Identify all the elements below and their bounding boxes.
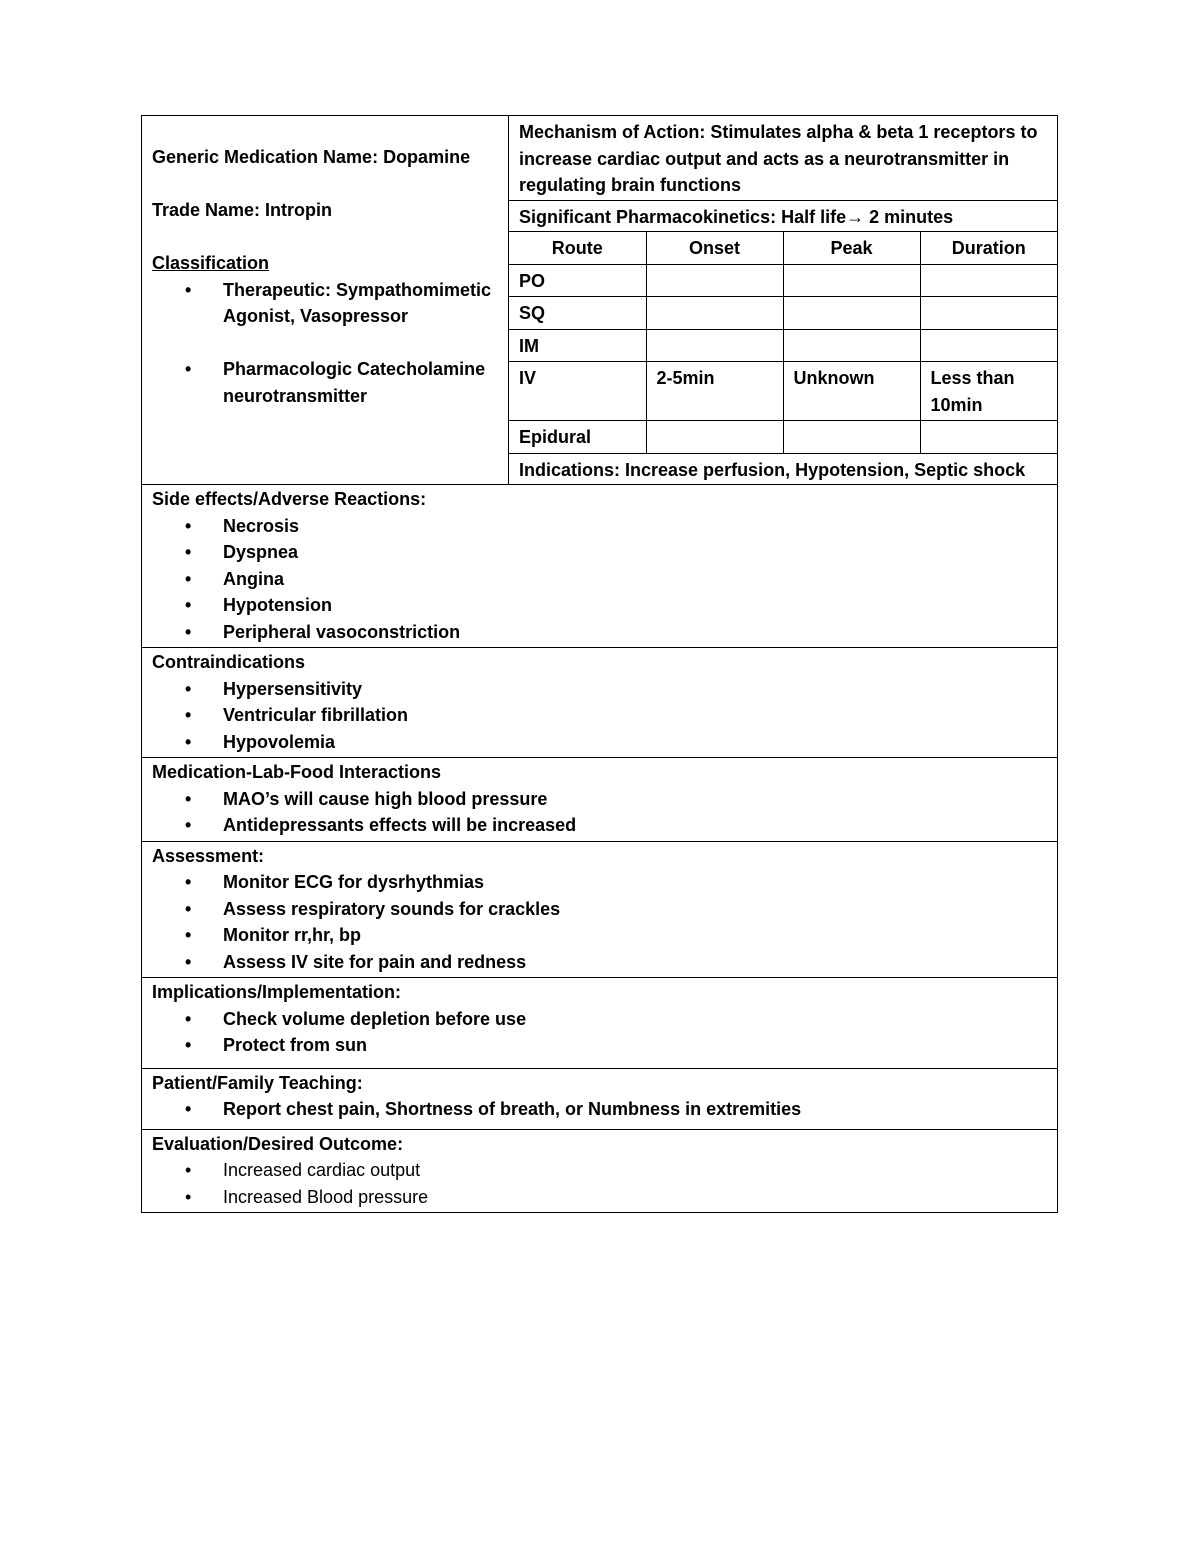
assessment-section — [142, 842, 1057, 979]
peak-cell: Unknown — [783, 362, 920, 421]
duration-cell — [920, 421, 1057, 454]
implementation-section — [142, 978, 1057, 1069]
list-item: • Hypersensitivity — [152, 676, 1047, 703]
classification-therapeutic: • Therapeutic: Sympathomimetic Agonist, Vasopressor — [152, 277, 498, 330]
onset-cell: 2-5min — [646, 362, 783, 421]
card-header-row — [142, 116, 1057, 485]
list-item: • Ventricular fibrillation — [152, 702, 1047, 729]
header-route: Route — [509, 232, 646, 264]
evaluation-section — [142, 1130, 1057, 1213]
list-item: • Hypotension — [152, 592, 1047, 619]
list-item: • Report chest pain, Shortness of breath, or Numbness in extremities — [152, 1096, 1047, 1123]
section-heading: Side effects/Adverse Reactions: — [152, 489, 427, 509]
route-cell: PO — [509, 264, 646, 297]
header-peak: Peak — [783, 232, 920, 264]
peak-cell — [783, 421, 920, 454]
onset-cell — [646, 421, 783, 454]
onset-cell — [646, 297, 783, 330]
pharmacokinetics: Significant Pharmacokinetics: Half life→ 2 minutes — [509, 201, 1057, 233]
onset-cell — [646, 264, 783, 297]
duration-cell — [920, 297, 1057, 330]
route-cell: SQ — [509, 297, 646, 330]
section-heading: Implications/Implementation: — [152, 982, 402, 1002]
section-heading: Evaluation/Desired Outcome: — [152, 1133, 404, 1154]
route-cell: Epidural — [509, 421, 646, 454]
section-heading: Medication-Lab-Food Interactions — [152, 762, 442, 782]
section-heading: Patient/Family Teaching: — [152, 1072, 363, 1093]
table-row — [509, 421, 1057, 454]
list-item: • Angina — [152, 566, 1047, 593]
list-item: • Hypovolemia — [152, 729, 1047, 756]
classification-heading: Classification — [152, 253, 270, 273]
list-item: • Assess respiratory sounds for crackles — [152, 896, 1047, 923]
header-onset: Onset — [646, 232, 783, 264]
section-heading: Contraindications — [152, 652, 306, 672]
teaching-section — [142, 1069, 1057, 1130]
list-item: • Monitor ECG for dysrhythmias — [152, 869, 1047, 896]
mechanism-of-action: Mechanism of Action: Stimulates alpha & beta 1 receptors to increase cardiac output and acts as a neurotransmitter in regulating brain functions — [509, 116, 1057, 201]
list-item: • Increased cardiac output — [152, 1157, 1047, 1184]
list-item: • Check volume depletion before use — [152, 1006, 1047, 1033]
duration-cell — [920, 264, 1057, 297]
interactions-section — [142, 758, 1057, 842]
route-cell: IM — [509, 329, 646, 362]
contraindications-section — [142, 648, 1057, 758]
list-item: • Antidepressants effects will be increased — [152, 812, 1047, 839]
classification-pharmacologic: • Pharmacologic Catecholamine neurotransmitter — [152, 356, 498, 409]
medication-card — [141, 115, 1058, 1213]
route-table-header — [509, 232, 1057, 264]
classification-list — [152, 277, 498, 330]
table-row — [509, 362, 1057, 421]
trade-name: Trade Name: Intropin — [152, 200, 333, 220]
list-item: • Increased Blood pressure — [152, 1184, 1047, 1211]
indications: Indications: Increase perfusion, Hypotension, Septic shock — [519, 459, 1026, 480]
side-effects-section — [142, 485, 1057, 648]
peak-cell — [783, 297, 920, 330]
peak-cell — [783, 264, 920, 297]
list-item: • Monitor rr,hr, bp — [152, 922, 1047, 949]
onset-cell — [646, 329, 783, 362]
table-row — [509, 329, 1057, 362]
route-table — [509, 232, 1057, 454]
drug-identity-cell — [142, 116, 509, 484]
list-item: • MAO’s will cause high blood pressure — [152, 786, 1047, 813]
generic-name: Generic Medication Name: Dopamine — [152, 147, 471, 167]
list-item: • Protect from sun — [152, 1032, 1047, 1059]
list-item: • Necrosis — [152, 513, 1047, 540]
table-row — [509, 297, 1057, 330]
list-item: • Dyspnea — [152, 539, 1047, 566]
section-heading: Assessment: — [152, 845, 265, 866]
peak-cell — [783, 329, 920, 362]
duration-cell: Less than 10min — [920, 362, 1057, 421]
pharmacology-cell — [509, 116, 1057, 484]
duration-cell — [920, 329, 1057, 362]
header-duration: Duration — [920, 232, 1057, 264]
list-item: • Peripheral vasoconstriction — [152, 619, 1047, 646]
route-cell: IV — [509, 362, 646, 421]
table-row — [509, 264, 1057, 297]
list-item: • Assess IV site for pain and redness — [152, 949, 1047, 976]
